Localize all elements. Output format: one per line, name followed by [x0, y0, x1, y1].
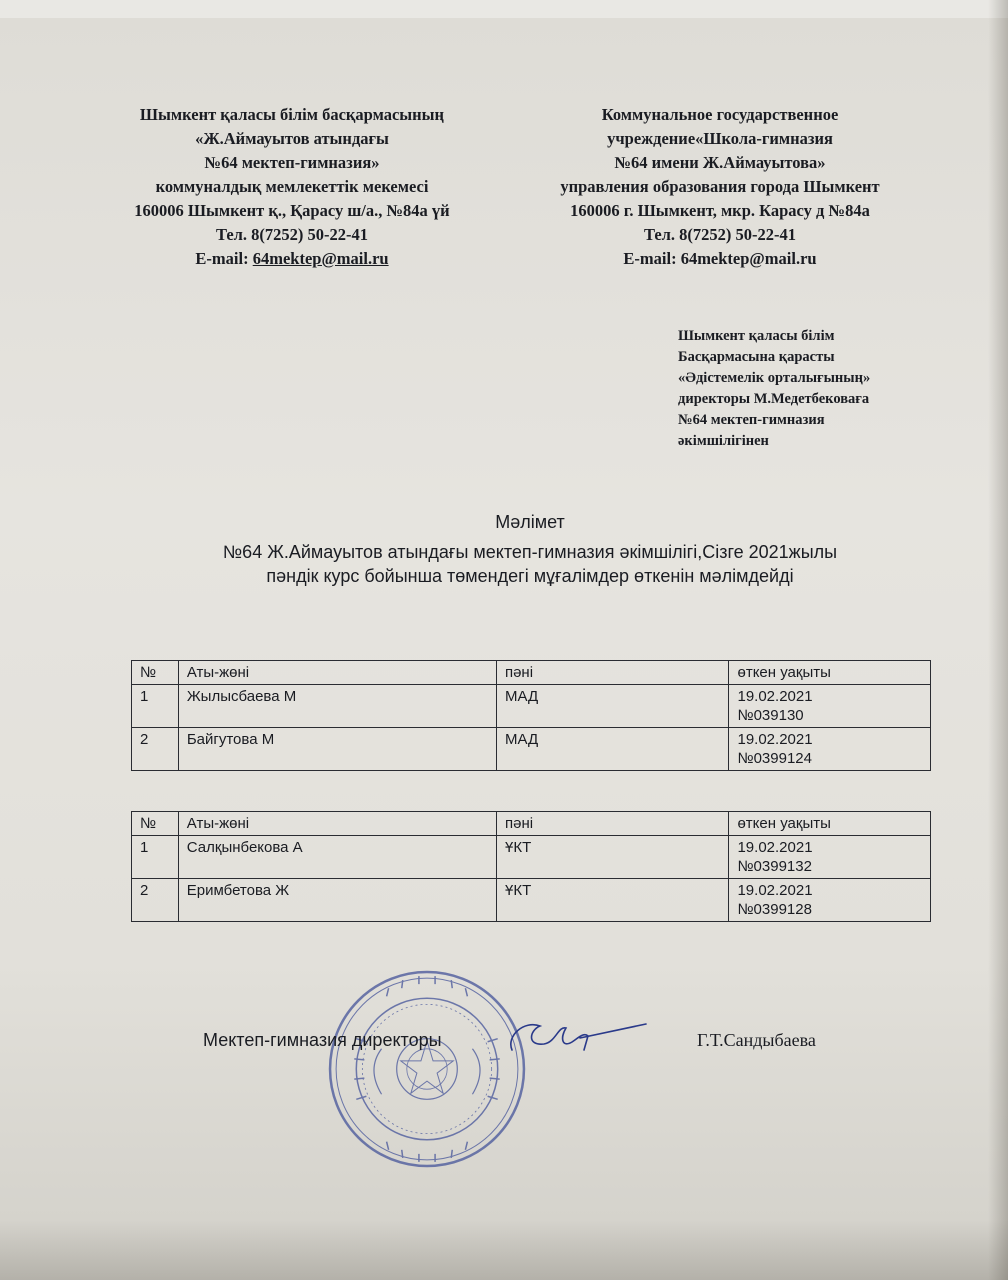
header-date: өткен уақыты	[729, 661, 931, 685]
document-body	[130, 540, 930, 588]
header-name: Аты-жөні	[178, 661, 496, 685]
header-subject: пәні	[497, 812, 729, 836]
cell-date	[729, 836, 931, 879]
teachers-table-1	[131, 660, 931, 771]
letterhead-kazakh	[92, 103, 492, 271]
table-row	[132, 836, 931, 879]
photo-top-band	[0, 0, 1008, 18]
letterhead-russian	[520, 103, 920, 271]
header-subject: пәні	[496, 661, 729, 685]
letterhead-kz-phone: Тел. 8(7252) 50-22-41	[215, 225, 369, 244]
letterhead-ru-line: учреждение«Школа-гимназия	[607, 129, 833, 148]
signature-name: Г.Т.Сандыбаева	[697, 1030, 816, 1050]
bottom-shadow	[0, 1220, 1008, 1280]
document-title: Мәлімет	[495, 512, 565, 532]
cell-name: Байгутова М	[178, 728, 496, 771]
cell-date	[729, 685, 931, 728]
letterhead-ru-line: 160006 г. Шымкент, мкр. Карасу д №84а	[570, 201, 870, 220]
header-number: №	[132, 661, 179, 685]
addressee-block	[678, 326, 968, 452]
table-row	[132, 879, 931, 922]
addressee-line: №64 мектеп-гимназия	[678, 412, 825, 428]
header-number: №	[132, 812, 179, 836]
cell-subject: МАД	[496, 685, 729, 728]
body-line-1: №64 Ж.Аймауытов атындағы мектеп-гимназия әкімшілігі,Сізге 2021жылы	[222, 542, 838, 562]
cell-name: Еримбетова Ж	[178, 879, 496, 922]
certificate-number: №0399132	[737, 858, 812, 875]
addressee-line: Басқармасына қарасты	[678, 349, 835, 365]
cell-date	[729, 728, 931, 771]
signature-title: Мектеп-гимназия директоры	[203, 1030, 442, 1050]
cell-number: 2	[132, 728, 179, 771]
cell-date	[729, 879, 931, 922]
table-row	[132, 685, 931, 728]
header-date: өткен уақыты	[729, 812, 931, 836]
header-name: Аты-жөні	[178, 812, 496, 836]
letterhead-ru-line: управления образования города Шымкент	[560, 177, 880, 196]
certificate-number: №039130	[737, 707, 804, 724]
cell-number: 2	[132, 879, 179, 922]
official-stamp-icon	[326, 968, 528, 1170]
letterhead-kz-line: 160006 Шымкент қ., Қарасу ш/а., №84а үй	[134, 201, 450, 220]
page-edge-shadow	[988, 0, 1008, 1280]
addressee-line: Шымкент қаласы білім	[678, 328, 835, 344]
letterhead-kz-line: коммуналдық мемлекеттік мекемесі	[155, 177, 429, 196]
letterhead-ru-line: №64 имени Ж.Аймауытова»	[614, 153, 826, 172]
date-value: 19.02.2021	[737, 882, 813, 899]
addressee-line: директоры М.Медетбековаға	[678, 391, 870, 407]
certificate-number: №0399124	[737, 750, 812, 767]
body-line-2: пәндік курс бойынша төмендегі мұғалімдер өткенін мәлімдейді	[266, 566, 794, 586]
table-header-row	[132, 661, 931, 685]
date-value: 19.02.2021	[737, 839, 813, 856]
date-value: 19.02.2021	[737, 731, 813, 748]
certificate-number: №0399128	[737, 901, 812, 918]
cell-subject: МАД	[496, 728, 729, 771]
letterhead-ru-phone: Тел. 8(7252) 50-22-41	[643, 225, 797, 244]
letterhead-kz-line: №64 мектеп-гимназия»	[204, 153, 380, 172]
letterhead-kz-line: «Ж.Аймауытов атындағы	[195, 129, 389, 148]
table-header-row	[132, 812, 931, 836]
addressee-line: әкімшілігінен	[678, 433, 769, 449]
cell-subject: ҰКТ	[497, 879, 729, 922]
letterhead-kz-email	[92, 247, 492, 271]
teachers-table-2	[131, 811, 931, 922]
email-link[interactable]: 64mektep@mail.ru	[252, 249, 389, 268]
cell-name: Салқынбекова А	[178, 836, 496, 879]
addressee-line: «Әдістемелік орталығының»	[678, 370, 871, 386]
table-row	[132, 728, 931, 771]
email-label: E-mail:	[195, 249, 249, 268]
letterhead-kz-line: Шымкент қаласы білім басқармасының	[139, 105, 445, 124]
cell-subject: ҰКТ	[497, 836, 729, 879]
letterhead-ru-line: Коммунальное государственное	[601, 105, 839, 124]
letterhead-ru-email: E-mail: 64mektep@mail.ru	[623, 249, 817, 268]
cell-number: 1	[132, 836, 179, 879]
handwritten-signature	[500, 1012, 650, 1062]
date-value: 19.02.2021	[737, 688, 813, 705]
cell-number: 1	[132, 685, 179, 728]
cell-name: Жылысбаева М	[178, 685, 496, 728]
